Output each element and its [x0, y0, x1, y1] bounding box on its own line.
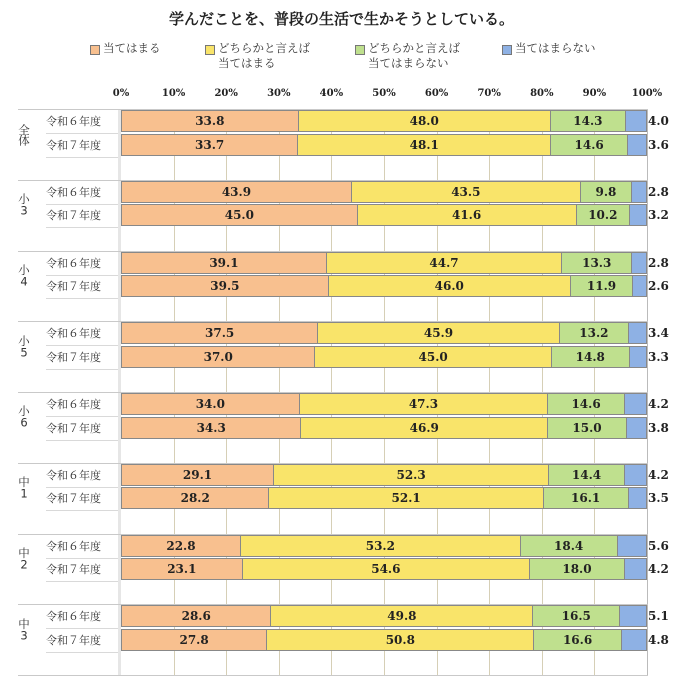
legend-swatch-icon: [355, 45, 365, 55]
stacked-bar: [121, 535, 647, 557]
bottom-border: [18, 675, 648, 676]
outside-value-label: 3.6: [648, 137, 669, 152]
bar-segment: 28.6: [121, 605, 271, 627]
row-divider: [46, 581, 118, 582]
legend-label: どちらかと言えば: [368, 41, 460, 55]
stacked-bar: [121, 134, 647, 156]
bar-segment: 16.5: [533, 605, 620, 627]
x-tick-label: 0%: [112, 88, 130, 99]
x-tick-label: 90%: [582, 88, 607, 99]
bar-segment: 39.5: [121, 275, 329, 297]
group-label: 小4: [17, 263, 31, 288]
outside-value-label: 3.2: [648, 208, 669, 223]
row-label: 令和７年度: [46, 350, 101, 364]
bar-segment: 43.9: [121, 181, 352, 203]
x-tick-label: 80%: [530, 88, 554, 99]
x-tick-label: 50%: [372, 88, 396, 99]
bar-segment: [630, 346, 647, 368]
x-tick-label: 40%: [319, 88, 344, 99]
bar-segment: [625, 558, 647, 580]
bar-segment: 13.3: [562, 252, 632, 274]
legend-swatch-icon: [90, 45, 100, 55]
row-label: 令和６年度: [46, 398, 101, 411]
bar-segment: 45.0: [315, 346, 551, 368]
stacked-bar: [121, 464, 647, 486]
legend-label-line2: 当てはまらない: [368, 56, 449, 70]
row-divider: [46, 440, 118, 441]
bar-segment: 14.6: [548, 393, 625, 415]
bar-segment: 23.1: [121, 558, 243, 580]
row-label: 令和７年度: [46, 563, 101, 576]
stacked-bar: [121, 110, 647, 132]
bar-segment: 14.6: [551, 134, 628, 156]
stacked-bar: [121, 487, 647, 509]
row-label: 令和７年度: [46, 492, 101, 506]
outside-value-label: 3.8: [648, 420, 669, 435]
bar-segment: 18.0: [530, 558, 625, 580]
bar-segment: 50.8: [267, 629, 534, 651]
bar-segment: 34.3: [121, 417, 301, 439]
legend: [90, 41, 670, 77]
row-label: 令和７年度: [46, 138, 101, 152]
row-label: 令和６年度: [46, 327, 101, 341]
bar-segment: 18.4: [521, 535, 618, 557]
outside-value-label: 2.8: [648, 184, 669, 199]
bar-segment: [630, 204, 647, 226]
x-tick-label: 20%: [214, 88, 238, 99]
bar-segment: 52.1: [269, 487, 543, 509]
stacked-bar: [121, 417, 647, 439]
group-label: 中1: [17, 476, 31, 500]
outside-value-label: 2.8: [648, 255, 669, 270]
bar-segment: 15.0: [548, 417, 627, 439]
bar-segment: 41.6: [358, 204, 577, 226]
bar-segment: 54.6: [243, 558, 530, 580]
outside-value-label: 2.6: [648, 279, 669, 293]
stacked-bar: [121, 346, 647, 368]
x-tick-label: 10%: [161, 88, 186, 99]
outside-value-label: 3.3: [648, 349, 669, 364]
bar-segment: 37.5: [121, 322, 318, 344]
group-label: 小6: [17, 405, 31, 429]
row-divider: [46, 369, 118, 370]
bar-segment: 33.7: [121, 134, 298, 156]
row-divider: [46, 510, 118, 511]
legend-label: 当てはまらない: [515, 41, 596, 55]
x-tick-label: 60%: [424, 88, 449, 99]
legend-label-line2: 当てはまる: [218, 56, 276, 70]
legend-item-somewhat-agree: [205, 41, 310, 71]
stacked-bar: [121, 181, 647, 203]
bar-segment: [632, 181, 647, 203]
bar-segment: 14.4: [549, 464, 625, 486]
stacked-bar: [121, 275, 647, 297]
bar-segment: 14.3: [551, 110, 626, 132]
bar-segment: [629, 487, 647, 509]
row-label: 令和７年度: [46, 633, 101, 647]
stacked-bar: [121, 204, 647, 226]
bar-segment: 11.9: [571, 275, 634, 297]
stacked-bar: [121, 629, 647, 651]
row-divider: [46, 652, 118, 653]
bar-segment: 45.9: [318, 322, 559, 344]
bar-segment: 16.1: [544, 487, 629, 509]
bar-segment: [627, 417, 647, 439]
row-label: 令和７年度: [46, 209, 101, 223]
outside-value-label: 4.2: [648, 562, 669, 576]
row-label: 令和６年度: [46, 539, 101, 553]
bar-segment: 13.2: [560, 322, 629, 344]
bar-segment: 10.2: [577, 204, 631, 226]
bar-segment: [620, 605, 647, 627]
bar-segment: 29.1: [121, 464, 274, 486]
bar-segment: 52.3: [274, 464, 549, 486]
group-label: 小5: [17, 334, 31, 358]
stacked-bar: [121, 605, 647, 627]
group-label: 中2: [17, 546, 31, 571]
bar-segment: 34.0: [121, 393, 300, 415]
outside-value-label: 4.2: [648, 397, 669, 411]
bar-segment: [628, 134, 647, 156]
legend-item-agree: [90, 41, 161, 56]
group-label: 全体: [17, 123, 31, 145]
bar-segment: 16.6: [534, 629, 621, 651]
stacked-bar: [121, 393, 647, 415]
bar-segment: 27.8: [121, 629, 267, 651]
bar-segment: 14.8: [552, 346, 630, 368]
row-label: 令和６年度: [46, 256, 101, 270]
bar-segment: 33.8: [121, 110, 299, 132]
legend-swatch-icon: [502, 45, 512, 55]
outside-value-label: 4.0: [648, 114, 669, 128]
outside-value-label: 5.1: [648, 609, 669, 624]
outside-value-label: 4.8: [648, 632, 669, 647]
bar-segment: [625, 464, 647, 486]
row-divider: [46, 298, 118, 299]
outside-value-label: 5.6: [648, 538, 669, 553]
bar-segment: 22.8: [121, 535, 241, 557]
bar-segment: 48.1: [298, 134, 551, 156]
x-axis: [0, 88, 683, 102]
x-tick-label: 30%: [267, 88, 291, 99]
bar-segment: [629, 322, 647, 344]
legend-label: 当てはまる: [103, 41, 161, 55]
chart-title: 学んだことを、普段の生活で生かそうとしている。: [168, 10, 514, 28]
row-label: 令和６年度: [46, 185, 101, 199]
stacked-bar: [121, 558, 647, 580]
x-tick-label: 100%: [631, 88, 663, 99]
bar-segment: 46.9: [301, 417, 548, 439]
x-tick-label: 70%: [477, 88, 501, 99]
bar-segment: 48.0: [299, 110, 551, 132]
bar-segment: [626, 110, 647, 132]
bar-segment: 53.2: [241, 535, 521, 557]
row-label: 令和７年度: [46, 421, 101, 435]
legend-swatch-icon: [205, 45, 215, 55]
row-label: 令和７年度: [46, 280, 101, 293]
legend-item-disagree: [502, 41, 596, 56]
bar-segment: 43.5: [352, 181, 581, 203]
row-label: 令和６年度: [46, 115, 101, 128]
bar-segment: 28.2: [121, 487, 269, 509]
legend-item-somewhat-disagree: [355, 41, 460, 71]
bar-segment: 39.1: [121, 252, 327, 274]
stacked-bar: [121, 322, 647, 344]
bar-segment: 47.3: [300, 393, 549, 415]
outside-value-label: 3.4: [648, 326, 669, 341]
outside-value-label: 3.5: [648, 491, 669, 506]
bar-segment: 37.0: [121, 346, 315, 368]
bar-segment: 45.0: [121, 204, 358, 226]
bar-segment: [618, 535, 647, 557]
bar-segment: 49.8: [271, 605, 533, 627]
row-divider: [46, 157, 118, 158]
stacked-bar: [121, 252, 647, 274]
row-label: 令和６年度: [46, 468, 101, 482]
bar-segment: [632, 252, 647, 274]
bar-segment: [633, 275, 647, 297]
legend-label: どちらかと言えば: [218, 41, 310, 55]
bar-segment: [622, 629, 647, 651]
bar-segment: 44.7: [327, 252, 562, 274]
group-label: 小3: [17, 193, 31, 217]
bar-segment: 9.8: [581, 181, 633, 203]
bar-segment: 46.0: [329, 275, 571, 297]
group-label: 中3: [17, 617, 31, 641]
row-label: 令和６年度: [46, 610, 101, 624]
bar-segment: [625, 393, 647, 415]
outside-value-label: 4.2: [648, 467, 669, 482]
row-divider: [46, 227, 118, 228]
